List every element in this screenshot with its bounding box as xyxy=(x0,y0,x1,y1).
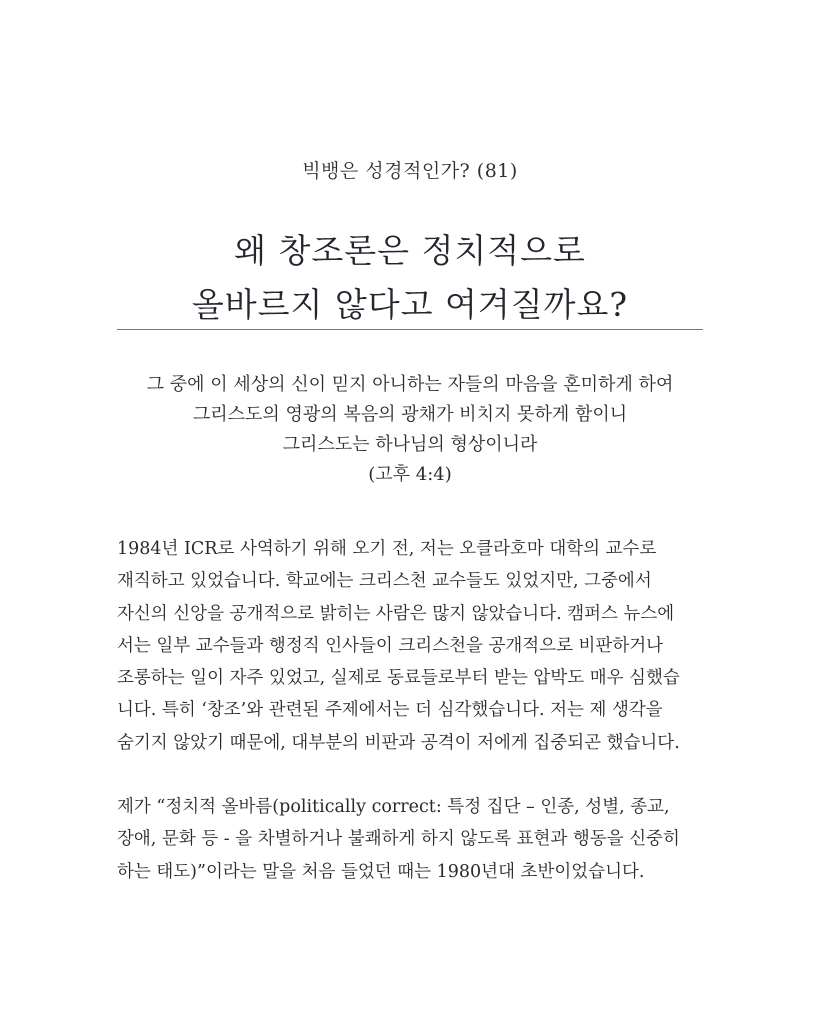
verse-line: 그 중에 이 세상의 신이 믿지 아니하는 자들의 마음을 혼미하게 하여 xyxy=(146,374,674,395)
paragraph xyxy=(117,533,713,759)
paragraph-line: 숨기지 않았기 때문에, 대부분의 비판과 공격이 저에게 집중되곤 했습니다. xyxy=(117,732,680,753)
paragraph-line: 자신의 신앙을 공개적으로 밝히는 사람은 많지 않았습니다. 캠퍼스 뉴스에 xyxy=(117,603,675,624)
verse-reference: (고후 4:4) xyxy=(368,464,452,485)
paragraph-line: 니다. 특히 ‘창조’와 관련된 주제에서는 더 심각했습니다. 저는 제 생각을 xyxy=(117,700,663,721)
verse-line: 그리스도의 영광의 복음의 광채가 비치지 못하게 함이니 xyxy=(192,404,628,425)
paragraph-line: 하는 태도)”이라는 말을 처음 들었던 때는 1980년대 초반이었습니다. xyxy=(117,861,645,882)
paragraph-line: 장애, 문화 등 - 을 차별하거나 불쾌하게 하지 않도록 표현과 행동을 신중히 xyxy=(117,829,680,850)
paragraph xyxy=(117,791,713,888)
paragraph-line: 재직하고 있었습니다. 학교에는 크리스천 교수들도 있었지만, 그중에서 xyxy=(117,571,652,592)
title-divider xyxy=(117,329,703,330)
title-line-1: 왜 창조론은 정치적으로 xyxy=(234,231,586,270)
scripture-verse xyxy=(0,370,820,490)
verse-line: 그리스도는 하나님의 형상이니라 xyxy=(282,434,538,455)
paragraph-line: 조롱하는 일이 자주 있었고, 실제로 동료들로부터 받는 압박도 매우 심했습 xyxy=(117,668,680,689)
chapter-label: 빅뱅은 성경적인가? (81) xyxy=(302,160,518,182)
paragraph-line: 1984년 ICR로 사역하기 위해 오기 전, 저는 오클라호마 대학의 교수로 xyxy=(117,539,657,559)
page-title xyxy=(0,224,820,332)
paragraph-line: 제가 “정치적 올바름(politically correct: 특정 집단 – 인종, 성별, 종교, xyxy=(117,797,670,818)
paragraph-line: 서는 일부 교수들과 행정직 인사들이 크리스천을 공개적으로 비판하거나 xyxy=(117,635,664,656)
title-line-2: 올바르지 않다고 여겨질까요? xyxy=(191,285,629,324)
body-text xyxy=(117,533,713,888)
